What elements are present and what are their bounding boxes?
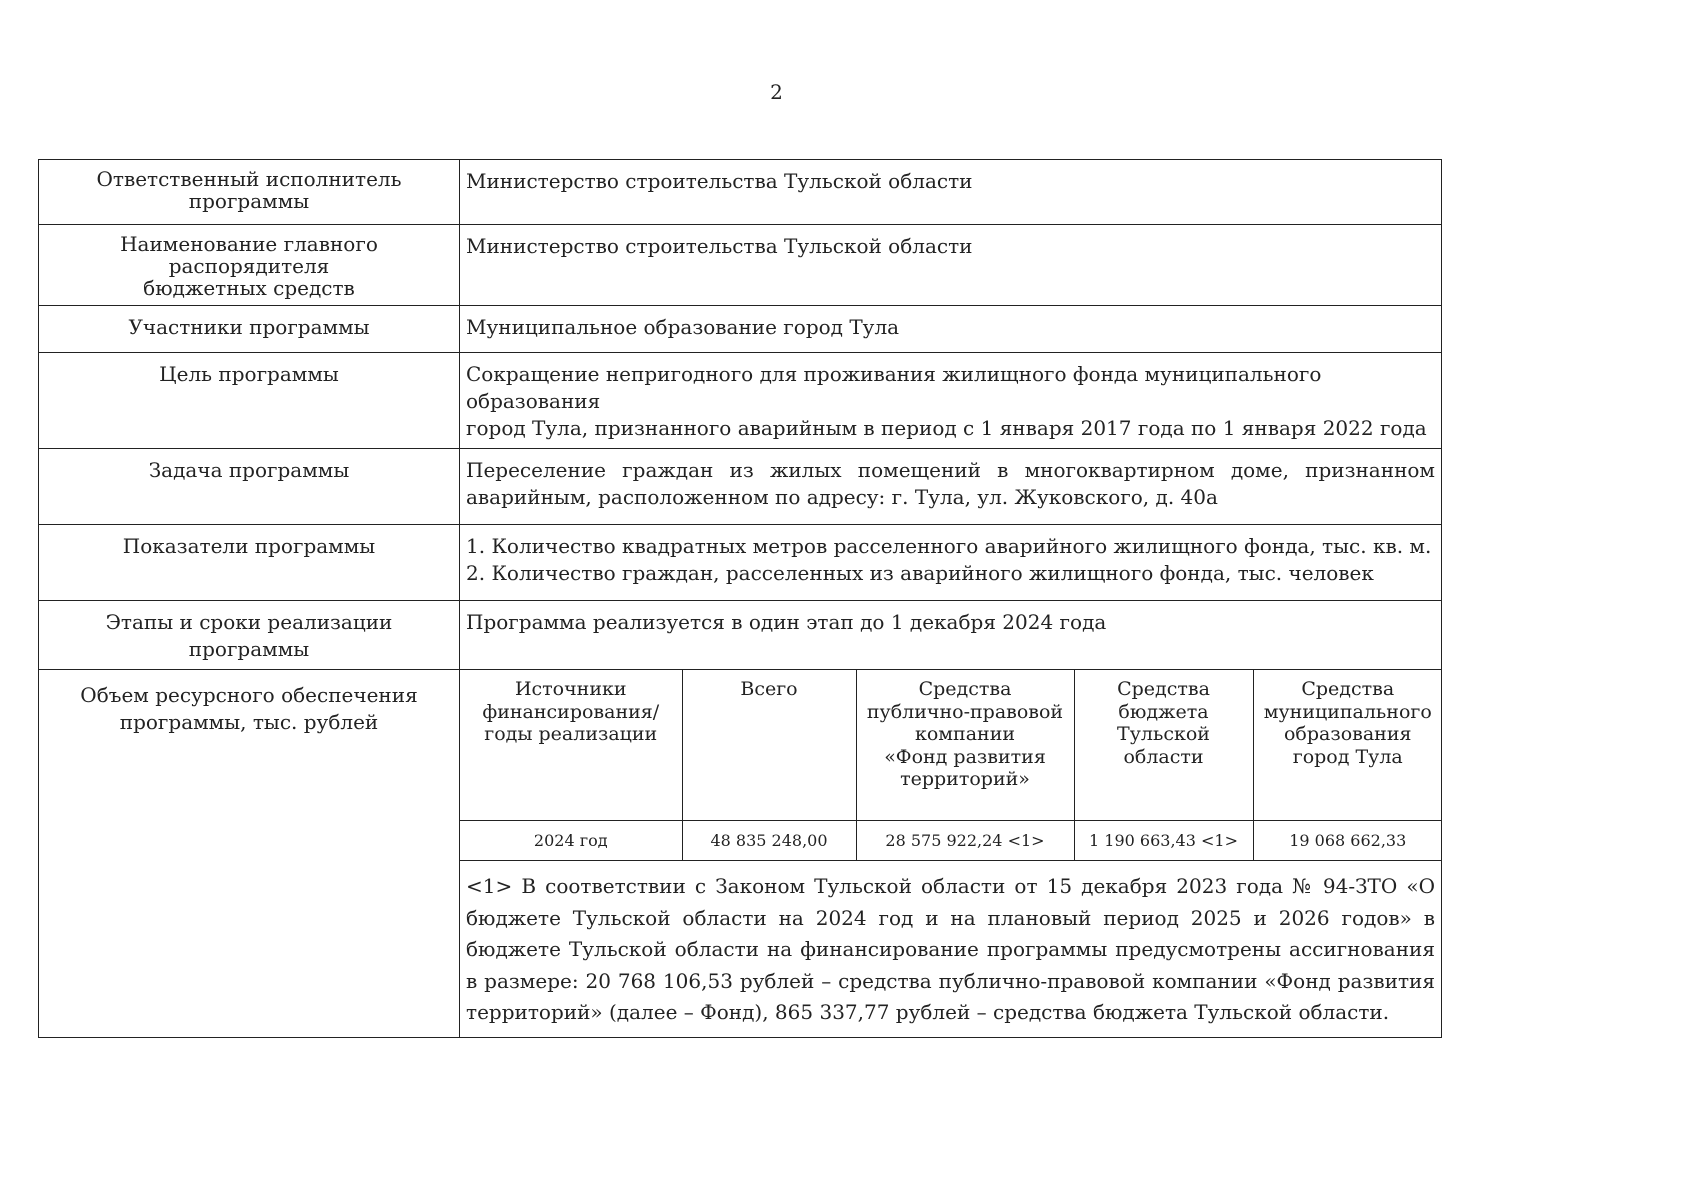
row-value: Министерство строительства Тульской области bbox=[460, 160, 1442, 225]
funding-data-row bbox=[460, 821, 1442, 861]
row-value: Министерство строительства Тульской области bbox=[460, 225, 1442, 306]
funding-header-row bbox=[460, 670, 1442, 821]
funding-table bbox=[460, 670, 1442, 861]
row-label: Объем ресурсного обеспечения программы, тыс. рублей bbox=[39, 670, 460, 1038]
funding-cell bbox=[460, 670, 1442, 1038]
program-passport-table bbox=[38, 159, 1442, 1038]
row-indicators bbox=[39, 525, 1442, 601]
row-label: Участники программы bbox=[39, 306, 460, 353]
row-label: Этапы и сроки реализации программы bbox=[39, 601, 460, 670]
row-label: Показатели программы bbox=[39, 525, 460, 601]
funding-year: 2024 год bbox=[460, 821, 682, 861]
row-label: Ответственный исполнитель программы bbox=[39, 160, 460, 225]
row-goal bbox=[39, 353, 1442, 449]
row-stages bbox=[39, 601, 1442, 670]
funding-header-municipal: Средства муниципального образования город Тула bbox=[1253, 670, 1442, 821]
row-responsible-executor bbox=[39, 160, 1442, 225]
funding-header-regional-budget: Средства бюджета Тульской области bbox=[1074, 670, 1253, 821]
page-number: 2 bbox=[770, 80, 783, 104]
funding-municipal-amount: 19 068 662,33 bbox=[1253, 821, 1442, 861]
funding-header-sources: Источники финансирования/ годы реализации bbox=[460, 670, 682, 821]
row-label: Цель программы bbox=[39, 353, 460, 449]
row-task bbox=[39, 449, 1442, 525]
row-value: Программа реализуется в один этап до 1 декабря 2024 года bbox=[460, 601, 1442, 670]
row-participants bbox=[39, 306, 1442, 353]
row-label: Задача программы bbox=[39, 449, 460, 525]
funding-footnote: <1> В соответствии с Законом Тульской области от 15 декабря 2023 года № 94-ЗТО «О бюджете Тульской области на 2024 год и на плановый период 2025 и 2026 годов» в бюджете Тульской области на финансирование программы предусмотрены ассигнования в размере: 20 768 106,53 рублей – средства публично-правовой компании «Фонд развития территорий» (далее – Фонд), 865 337,77 рублей – средства бюджета Тульской области. bbox=[466, 874, 1435, 1024]
funding-regional-amount: 1 190 663,43 <1> bbox=[1074, 821, 1253, 861]
funding-total: 48 835 248,00 bbox=[682, 821, 856, 861]
row-value: 1. Количество квадратных метров расселенного аварийного жилищного фонда, тыс. кв. м. 2. Количество граждан, расселенных из аварийного жилищного фонда, тыс. человек bbox=[460, 525, 1442, 601]
funding-header-fund: Средства публично-правовой компании «Фонд развития территорий» bbox=[856, 670, 1074, 821]
row-value: Сокращение непригодного для проживания жилищного фонда муниципального образования город Тула, признанного аварийным в период с 1 января 2017 года по 1 января 2022 года bbox=[460, 353, 1442, 449]
row-value: Переселение граждан из жилых помещений в многоквартирном доме, признанном аварийным, расположенном по адресу: г. Тула, ул. Жуковского, д. 40а bbox=[460, 449, 1442, 525]
funding-header-total: Всего bbox=[682, 670, 856, 821]
row-funding bbox=[39, 670, 1442, 1038]
row-budget-manager bbox=[39, 225, 1442, 306]
row-label: Наименование главного распорядителя бюджетных средств bbox=[39, 225, 460, 306]
funding-fund-amount: 28 575 922,24 <1> bbox=[856, 821, 1074, 861]
row-value: Муниципальное образование город Тула bbox=[460, 306, 1442, 353]
